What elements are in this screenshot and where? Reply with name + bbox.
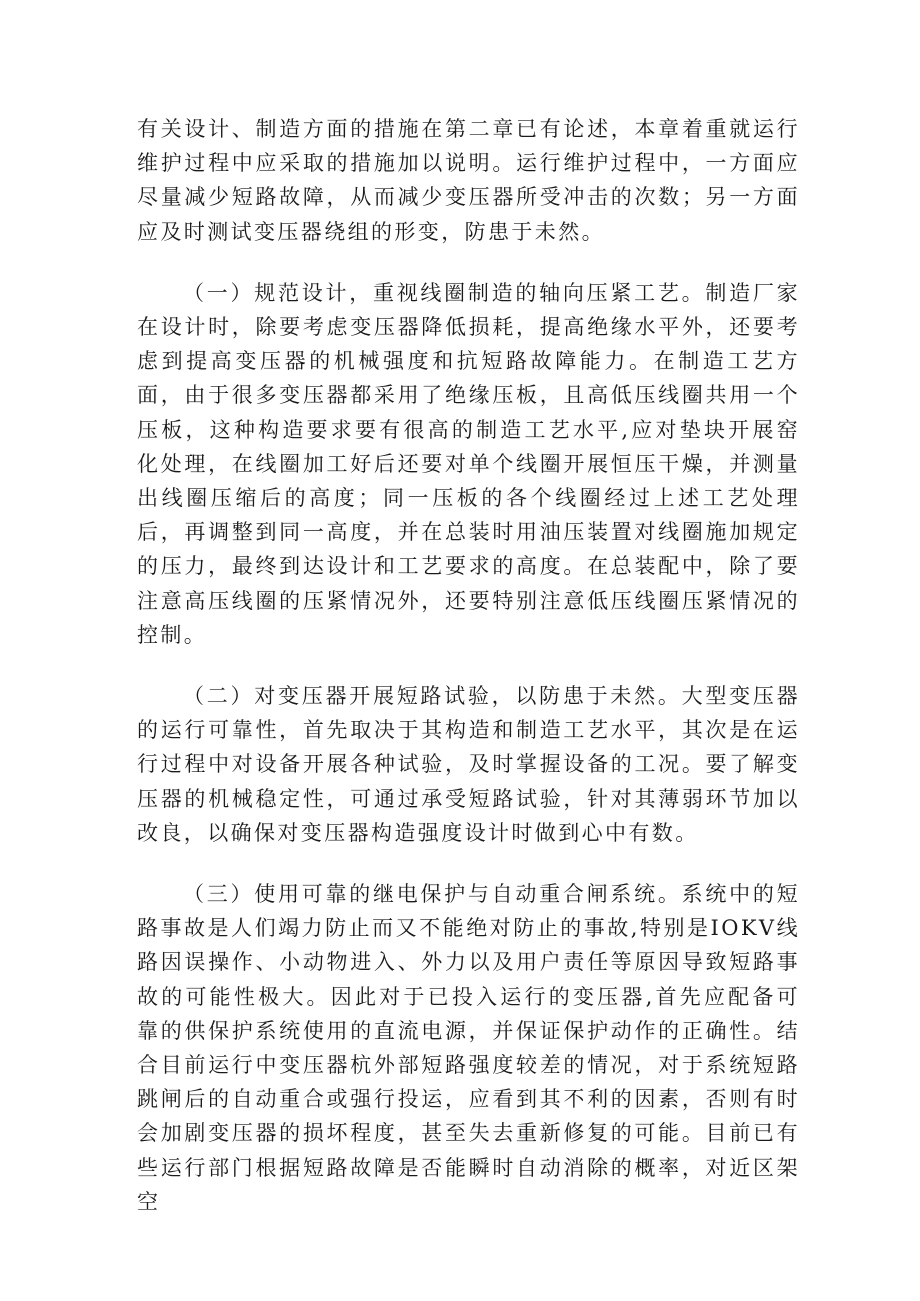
paragraph-section-2: （二）对变压器开展短路试验，以防患于未然。大型变压器的运行可靠性，首先取决于其构造和制造工艺水平，其次是在运行过程中对设备开展各种试验，及时掌握设备的工况。要了解变压器的机械稳定性，可通过承受短路试验，针对其薄弱环节加以改良，以确保对变压器构造强度设计时做到心中有数。 [137,684,800,845]
paragraph-gap [137,652,800,679]
paragraph-section-1: （一）规范设计，重视线圈制造的轴向压紧工艺。制造厂家在设计时，除要考虑变压器降低损耗，提高绝缘水平外，还要考虑到提高变压器的机械强度和抗短路故障能力。在制造工艺方面，由于很多变压器都采用了绝缘压板，且高低压线圈共用一个压板，这种构造要求要有很高的制造工艺水平,应对垫块开展窑化处理，在线圈加工好后还要对单个线圈开展恒压干燥，并测量出线圈压缩后的高度；同一压板的各个线圈经过上述工艺处理后，再调整到同一高度，并在总装时用油压装置对线圈施加规定的压力，最终到达设计和工艺要求的高度。在总装配中，除了要注意高压线圈的压紧情况外，还要特别注意低压线圈压紧情况的控制。 [137,280,800,647]
paragraph-intro: 有关设计、制造方面的措施在第二章已有论述，本章着重就运行维护过程中应采取的措施加以说明。运行维护过程中，一方面应尽量减少短路故障，从而减少变压器所受冲击的次数；另一方面应及时测试变压器绕组的形变，防患于未然。 [137,117,800,244]
paragraph-gap [137,249,800,276]
paragraph-section-3: （三）使用可靠的继电保护与自动重合闸系统。系统中的短路事故是人们竭力防止而又不能绝对防止的事故,特别是IOKV线路因误操作、小动物进入、外力以及用户责任等原因导致短路事故的可能性极大。因此对于已投入运行的变压器,首先应配备可靠的供保护系统使用的直流电源，并保证保护动作的正确性。结合目前运行中变压器杭外部短路强度较差的情况，对于系统短路跳闸后的自动重合或强行投运，应看到其不利的因素，否则有时会加剧变压器的损坏程度，甚至失去重新修复的可能。目前已有些运行部门根据短路故障是否能瞬时自动消除的概率，对近区架空 [137,882,800,1214]
document-body [137,112,800,1219]
paragraph-gap [137,850,800,877]
